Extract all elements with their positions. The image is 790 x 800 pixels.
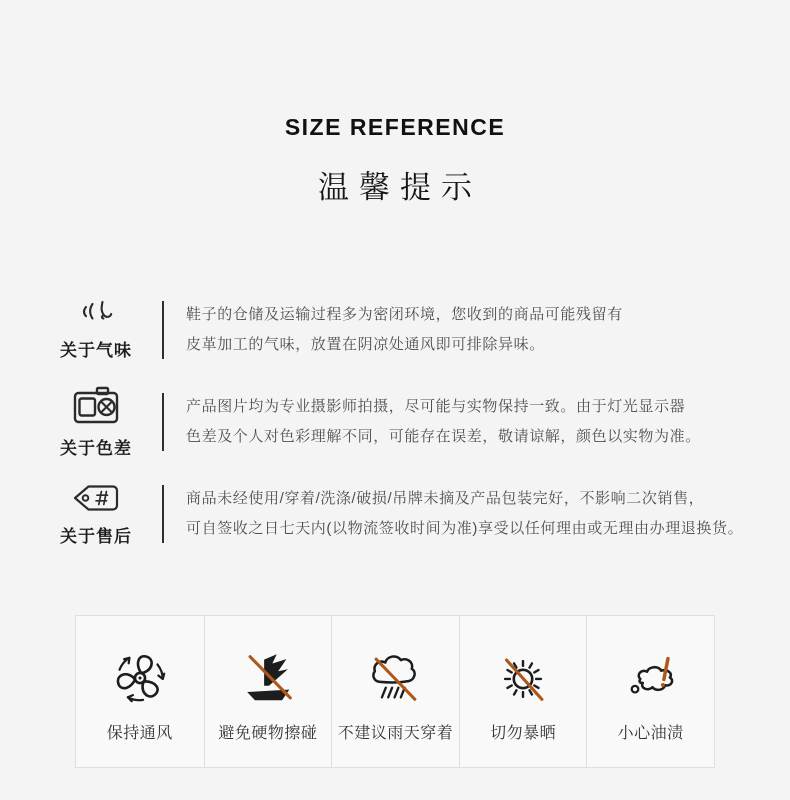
page-title-cn: 温馨提示 bbox=[318, 170, 482, 205]
care-cell-no-rain bbox=[331, 616, 459, 767]
tip-row-odor bbox=[40, 291, 750, 369]
care-cell-oil-stain bbox=[586, 616, 714, 767]
tip-label-color-difference: 关于色差 bbox=[60, 439, 132, 458]
vertical-divider bbox=[162, 393, 164, 451]
care-cell-ventilation bbox=[76, 616, 204, 767]
fan-icon bbox=[109, 647, 171, 709]
care-instructions-grid bbox=[75, 615, 715, 768]
tip-text-odor: 鞋子的仓储及运输过程多为密闭环境，您收到的商品可能残留有 皮革加工的气味，放置在阴凉处通风即可排除异味。 bbox=[186, 306, 623, 353]
care-label-ventilation: 保持通风 bbox=[106, 724, 173, 742]
care-cell-no-sun bbox=[459, 616, 587, 767]
care-label-no-rain: 不建议雨天穿着 bbox=[337, 724, 454, 742]
nose-smell-icon bbox=[78, 299, 114, 329]
camera-icon bbox=[72, 385, 120, 427]
care-label-no-sun: 切勿暴晒 bbox=[490, 724, 557, 742]
no-hard-scrape-icon bbox=[237, 647, 299, 709]
no-sun-exposure-icon bbox=[492, 647, 554, 709]
care-label-oil-stain: 小心油渍 bbox=[617, 724, 684, 742]
vertical-divider bbox=[162, 485, 164, 543]
tip-label-after-sales: 关于售后 bbox=[60, 527, 132, 546]
price-tag-icon bbox=[71, 481, 121, 515]
tips-list bbox=[40, 291, 750, 553]
oil-stain-warning-icon bbox=[620, 647, 682, 709]
tip-row-color-difference bbox=[40, 383, 750, 461]
no-rain-icon bbox=[364, 647, 426, 709]
tip-text-after-sales: 商品未经使用/穿着/洗涤/破损/吊牌未摘及产品包装完好，不影响二次销售， 可自签收之日七天内(以物流签收时间为准)享受以任何理由或无理由办理退换货。 bbox=[186, 490, 744, 537]
vertical-divider bbox=[162, 301, 164, 359]
care-label-no-scrape: 避免硬物擦碰 bbox=[218, 724, 318, 742]
care-cell-no-scrape bbox=[204, 616, 332, 767]
tip-row-after-sales bbox=[40, 475, 750, 553]
tip-label-odor: 关于气味 bbox=[60, 341, 132, 360]
tip-text-color-difference: 产品图片均为专业摄影师拍摄，尽可能与实物保持一致。由于灯光显示器 色差及个人对色彩理解不同，可能存在误差，敬请谅解，颜色以实物为准。 bbox=[186, 398, 701, 445]
page-title-en: SIZE REFERENCE bbox=[284, 114, 506, 140]
